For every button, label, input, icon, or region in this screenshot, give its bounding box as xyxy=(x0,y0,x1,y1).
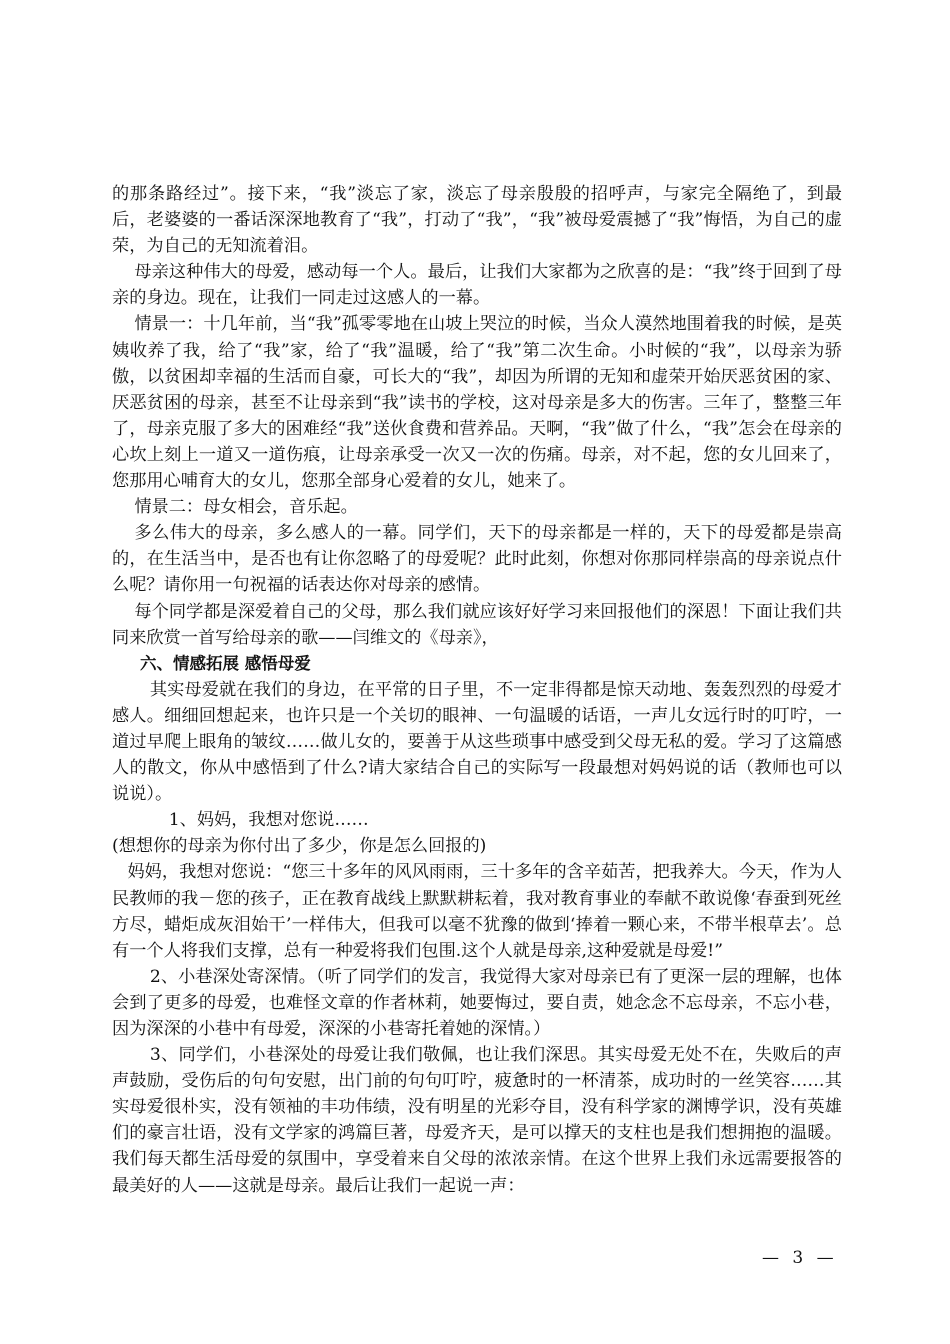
paragraph-6: 每个同学都是深爱着自己的父母，那么我们就应该好好学习来回报他们的深恩！下面让我们共同来欣赏一首写给母亲的歌——闫维文的《母亲》， xyxy=(112,601,842,648)
paragraph-5: 多么伟大的母亲，多么感人的一幕。同学们，天下的母亲都是一样的，天下的母爱都是崇高的，在生活当中，是否也有让你忽略了的母爱呢？此时此刻，你想对你那同样崇高的母亲说点什么呢？请你用一句祝福的话表达你对母亲的感情。 xyxy=(112,523,842,596)
paragraph-scene-one: 情景一：十几年前，当“我”孤零零地在山坡上哭泣的时候，当众人漠然地围着我的时候，是英姨收养了我，给了“我”家，给了“我”温暖，给了“我”第二次生命。小时候的“我”，以母亲为骄傲，以贫困却幸福的生活而自豪，可长大的“我”，却因为所谓的无知和虚荣开始厌恶贫困的家、厌恶贫困的母亲，甚至不让母亲到“我”读书的学校，这对母亲是多大的伤害。三年了，整整三年了，母亲克服了多大的困难经“我”送伙食费和营养品。天啊，“我”做了什么，“我”怎会在母亲的心坎上刻上一道又一道伤痕，让母亲承受一次又一次的伤痛。母亲，对不起，您的女儿回来了，您那用心哺育大的女儿，您那全部身心爱着的女儿，她来了。 xyxy=(112,314,842,492)
paragraph-8: 其实母爱就在我们的身边，在平常的日子里，不一定非得都是惊天动地、轰轰烈烈的母爱才感人。细细回想起来，也许只是一个关切的眼神、一句温暖的话语，一声儿女远行时的叮咛，一道过早爬上眼角的皱纹……做儿女的，要善于从这些琐事中感受到父母无私的爱。学习了这篇感人的散文，你从中感悟到了什么?请大家结合自己的实际写一段最想对妈妈说的话（教师也可以说说）。 xyxy=(112,679,842,805)
paragraph-scene-two: 情景二：母女相会，音乐起。 xyxy=(134,497,358,518)
section-heading: 六、情感拓展 感悟母爱 xyxy=(140,653,311,673)
paragraph-mother-speech: 妈妈，我想对您说：“您三十多年的风风雨雨，三十多年的含辛茹苦，把我养大。今天，作为人民教师的我－您的孩子，正在教育战线上默默耕耘着，我对教育事业的奉献不敢说像‘春蚕到死丝方尽，蜡炬成灰泪始干’一样伟大，但我可以毫不犹豫的做到‘捧着一颗心来，不带半根草去’。总有一个人将我们支撑，总有一种爱将我们包围.这个人就是母亲,这种爱就是母爱!” xyxy=(112,862,842,961)
paragraph-2: 母亲这种伟大的母爱，感动每一个人。最后，让我们大家都为之欣喜的是：“我”终于回到了母亲的身边。现在，让我们一同走过这感人的一幕。 xyxy=(112,262,842,309)
list-item-1: 1、妈妈，我想对您说…… xyxy=(168,810,369,831)
list-item-3: 3、同学们，小巷深处的母爱让我们敬佩，也让我们深思。其实母爱无处不在，失败后的声声鼓励，受伤后的句句安慰，出门前的句句叮咛，疲惫时的一杯清茶，成功时的一丝笑容……其实母爱很朴实，没有领袖的丰功伟绩，没有明星的光彩夺目，没有科学家的渊博学识，没有英雄们的豪言壮语，没有文学家的鸿篇巨著，母爱齐天，是可以撑天的支柱也是我们想拥抱的温暖。我们每天都生活母爱的氛围中，享受着来自父母的浓浓亲情。在这个世界上我们永远需要报答的最美好的人——这就是母亲。最后让我们一起说一声： xyxy=(112,1045,842,1196)
list-item-2: 2、小巷深处寄深情。（听了同学们的发言，我觉得大家对母亲已有了更深一层的理解，也体会到了更多的母爱，也难怪文章的作者林莉，她要悔过，要自责，她念念不忘母亲，不忘小巷，因为深深的小巷中有母爱，深深的小巷寄托着她的深情。） xyxy=(112,966,842,1039)
page-number: — 3 — xyxy=(762,1248,838,1268)
paragraph-1: 的那条路经过”。接下来，“我”淡忘了家，淡忘了母亲殷殷的招呼声，与家完全隔绝了，到最后，老婆婆的一番话深深地教育了“我”，打动了“我”，“我”被母爱震撼了“我”悔悟，为自己的虚荣，为自己的无知流着泪。 xyxy=(112,184,842,257)
paragraph-note: (想想你的母亲为你付出了多少，你是怎么回报的) xyxy=(112,836,487,857)
body-text xyxy=(112,181,842,1199)
